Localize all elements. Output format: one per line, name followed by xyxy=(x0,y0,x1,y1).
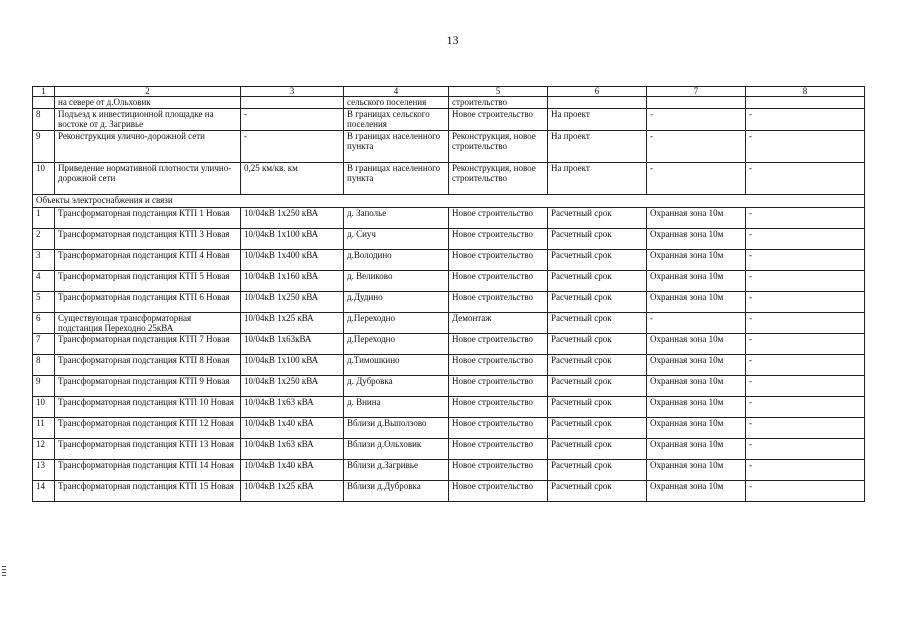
cell-col-6: Расчетный срок xyxy=(548,271,647,292)
cell-col-3: 10/04кВ 1х400 кВА xyxy=(241,250,344,271)
table-row xyxy=(33,163,865,195)
cell-col-3: 10/04кВ 1х40 кВА xyxy=(241,460,344,481)
cell-col-8: - xyxy=(746,163,865,195)
page-number: 13 xyxy=(446,33,459,47)
cell-col-8: - xyxy=(746,229,865,250)
cell-col-3: 10/04кВ 1х63 кВА xyxy=(241,397,344,418)
table-row xyxy=(33,376,865,397)
cell-col-4: д. Заполье xyxy=(344,208,449,229)
cell-col-7: - xyxy=(647,109,746,131)
cell-col-8: - xyxy=(746,292,865,313)
cell-col-3: 10/04кВ 1х250 кВА xyxy=(241,292,344,313)
cell-col-6: На проект xyxy=(548,109,647,131)
cell-col-4: Вблизи д.Ольховик xyxy=(344,439,449,460)
cell-col-3: - xyxy=(241,109,344,131)
cell-col-2: на севере от д.Ольховик xyxy=(55,97,241,109)
cell-col-3: 10/04кВ 1х160 кВА xyxy=(241,271,344,292)
cell-col-4: д. Дубровка xyxy=(344,376,449,397)
header-cell-7: 7 xyxy=(647,87,746,97)
cell-col-3 xyxy=(241,97,344,109)
cell-col-2: Трансформаторная подстанция КТП 1 Новая xyxy=(55,208,241,229)
cell-col-5: строительство xyxy=(449,97,548,109)
cell-col-4: Вблизи д.Загривье xyxy=(344,460,449,481)
cell-col-2: Реконструкция улично-дорожной сети xyxy=(55,131,241,163)
cell-col-4: д.Дудино xyxy=(344,292,449,313)
cell-col-5: Новое строительство xyxy=(449,109,548,131)
cell-col-5: Новое строительство xyxy=(449,208,548,229)
cell-col-2: Трансформаторная подстанция КТП 13 Новая xyxy=(55,439,241,460)
cell-col-3: 10/04кВ 1х100 кВА xyxy=(241,355,344,376)
cell-col-4: д.Переходно xyxy=(344,334,449,355)
cell-col-5: Новое строительство xyxy=(449,376,548,397)
cell-col-8: - xyxy=(746,460,865,481)
cell-col-1: 7 xyxy=(33,334,55,355)
cell-col-7: Охранная зона 10м xyxy=(647,460,746,481)
cell-col-2: Приведение нормативной плотности улично-дорожной сети xyxy=(55,163,241,195)
cell-col-7: Охранная зона 10м xyxy=(647,292,746,313)
cell-col-5: Реконструкция, новое строительство xyxy=(449,163,548,195)
cell-col-1 xyxy=(33,97,55,109)
cell-col-7: Охранная зона 10м xyxy=(647,418,746,439)
cell-col-5: Новое строительство xyxy=(449,292,548,313)
margin-marks xyxy=(2,566,6,578)
cell-col-4: д.Володино xyxy=(344,250,449,271)
cell-col-2: Подъезд к инвестиционной площадке на востоке от д. Загривье xyxy=(55,109,241,131)
cell-col-5: Новое строительство xyxy=(449,418,548,439)
table-row xyxy=(33,313,865,334)
table-row xyxy=(33,397,865,418)
cell-col-4: д. Внина xyxy=(344,397,449,418)
cell-col-7: Охранная зона 10м xyxy=(647,229,746,250)
cell-col-6: Расчетный срок xyxy=(548,439,647,460)
cell-col-5: Новое строительство xyxy=(449,460,548,481)
cell-col-8: - xyxy=(746,109,865,131)
cell-col-7: - xyxy=(647,131,746,163)
section-title: Объекты электроснабжения и связи xyxy=(33,195,865,208)
cell-col-7: Охранная зона 10м xyxy=(647,397,746,418)
header-cell-4: 4 xyxy=(344,87,449,97)
cell-col-8: - xyxy=(746,355,865,376)
cell-col-7: - xyxy=(647,163,746,195)
cell-col-8: - xyxy=(746,271,865,292)
cell-col-7: - xyxy=(647,313,746,334)
cell-col-3: 10/04кВ 1х100 кВА xyxy=(241,229,344,250)
cell-col-4: Вблизи д.Выползово xyxy=(344,418,449,439)
cell-col-2: Трансформаторная подстанция КТП 14 Новая xyxy=(55,460,241,481)
cell-col-4: д. Великово xyxy=(344,271,449,292)
table-row xyxy=(33,208,865,229)
header-cell-3: 3 xyxy=(241,87,344,97)
header-row xyxy=(33,87,865,97)
table-row xyxy=(33,229,865,250)
cell-col-8: - xyxy=(746,131,865,163)
cell-col-3: 0,25 км/кв. км xyxy=(241,163,344,195)
cell-col-5: Новое строительство xyxy=(449,397,548,418)
cell-col-1: 10 xyxy=(33,163,55,195)
cell-col-6: Расчетный срок xyxy=(548,397,647,418)
cell-col-6 xyxy=(548,97,647,109)
cell-col-1: 9 xyxy=(33,376,55,397)
cell-col-8: - xyxy=(746,250,865,271)
cell-col-6: На проект xyxy=(548,131,647,163)
section-row xyxy=(33,195,865,208)
cell-col-5: Новое строительство xyxy=(449,271,548,292)
cell-col-7: Охранная зона 10м xyxy=(647,481,746,502)
cell-col-4: сельского поселения xyxy=(344,97,449,109)
cell-col-8: - xyxy=(746,481,865,502)
cell-col-4: В границах населенного пункта xyxy=(344,131,449,163)
table-row xyxy=(33,109,865,131)
cell-col-5: Новое строительство xyxy=(449,439,548,460)
cell-col-3: 10/04кВ 1х250 кВА xyxy=(241,376,344,397)
cell-col-1: 5 xyxy=(33,292,55,313)
cell-col-6: Расчетный срок xyxy=(548,334,647,355)
cell-col-2: Трансформаторная подстанция КТП 7 Новая xyxy=(55,334,241,355)
cell-col-4: д.Переходно xyxy=(344,313,449,334)
cell-col-6: Расчетный срок xyxy=(548,460,647,481)
table-row xyxy=(33,292,865,313)
cell-col-7: Охранная зона 10м xyxy=(647,208,746,229)
cell-col-8: - xyxy=(746,376,865,397)
header-cell-6: 6 xyxy=(548,87,647,97)
table-row xyxy=(33,250,865,271)
cell-col-5: Новое строительство xyxy=(449,250,548,271)
header-cell-5: 5 xyxy=(449,87,548,97)
cell-col-7: Охранная зона 10м xyxy=(647,271,746,292)
cell-col-2: Трансформаторная подстанция КТП 4 Новая xyxy=(55,250,241,271)
cell-col-2: Трансформаторная подстанция КТП 5 Новая xyxy=(55,271,241,292)
cell-col-6: Расчетный срок xyxy=(548,313,647,334)
cell-col-2: Трансформаторная подстанция КТП 15 Новая xyxy=(55,481,241,502)
cell-col-4: д. Сиуч xyxy=(344,229,449,250)
cell-col-5: Новое строительство xyxy=(449,355,548,376)
cell-col-6: Расчетный срок xyxy=(548,376,647,397)
cell-col-7 xyxy=(647,97,746,109)
cell-col-2: Трансформаторная подстанция КТП 8 Новая xyxy=(55,355,241,376)
cell-col-5: Реконструкция, новое строительство xyxy=(449,131,548,163)
table-row xyxy=(33,131,865,163)
cell-col-1: 8 xyxy=(33,109,55,131)
cell-col-1: 4 xyxy=(33,271,55,292)
energy-section xyxy=(33,195,865,208)
cell-col-1: 1 xyxy=(33,208,55,229)
header-cell-2: 2 xyxy=(55,87,241,97)
energy-objects-rows xyxy=(33,208,865,502)
table-row xyxy=(33,418,865,439)
cell-col-4: В границах сельского поселения xyxy=(344,109,449,131)
cell-col-8: - xyxy=(746,208,865,229)
header-cell-8: 8 xyxy=(746,87,865,97)
cell-col-1: 3 xyxy=(33,250,55,271)
table-row xyxy=(33,97,865,109)
table-row xyxy=(33,481,865,502)
cell-col-2: Трансформаторная подстанция КТП 10 Новая xyxy=(55,397,241,418)
objects-table xyxy=(32,86,865,502)
cell-col-2: Трансформаторная подстанция КТП 3 Новая xyxy=(55,229,241,250)
cell-col-3: 10/04кВ 1х250 кВА xyxy=(241,208,344,229)
cell-col-2: Трансформаторная подстанция КТП 12 Новая xyxy=(55,418,241,439)
cell-col-1: 10 xyxy=(33,397,55,418)
cell-col-8 xyxy=(746,97,865,109)
cell-col-4: В границах населенного пункта xyxy=(344,163,449,195)
cell-col-1: 14 xyxy=(33,481,55,502)
cell-col-6: Расчетный срок xyxy=(548,418,647,439)
cell-col-8: - xyxy=(746,334,865,355)
cell-col-1: 8 xyxy=(33,355,55,376)
cell-col-3: 10/04кВ 1х63кВА xyxy=(241,334,344,355)
cell-col-6: Расчетный срок xyxy=(548,481,647,502)
cell-col-5: Демонтаж xyxy=(449,313,548,334)
cell-col-3: 10/04кВ 1х25 кВА xyxy=(241,481,344,502)
cell-col-1: 6 xyxy=(33,313,55,334)
cell-col-3: - xyxy=(241,131,344,163)
cell-col-1: 9 xyxy=(33,131,55,163)
cell-col-4: Вблизи д.Дубровка xyxy=(344,481,449,502)
cell-col-8: - xyxy=(746,313,865,334)
cell-col-3: 10/04кВ 1х40 кВА xyxy=(241,418,344,439)
cell-col-7: Охранная зона 10м xyxy=(647,355,746,376)
cell-col-6: Расчетный срок xyxy=(548,250,647,271)
cell-col-5: Новое строительство xyxy=(449,229,548,250)
cell-col-1: 2 xyxy=(33,229,55,250)
cell-col-6: На проект xyxy=(548,163,647,195)
cell-col-2: Трансформаторная подстанция КТП 9 Новая xyxy=(55,376,241,397)
cell-col-1: 13 xyxy=(33,460,55,481)
table-row xyxy=(33,271,865,292)
cell-col-2: Трансформаторная подстанция КТП 6 Новая xyxy=(55,292,241,313)
cell-col-5: Новое строительство xyxy=(449,481,548,502)
cell-col-7: Охранная зона 10м xyxy=(647,250,746,271)
header-cell-1: 1 xyxy=(33,87,55,97)
cell-col-1: 11 xyxy=(33,418,55,439)
table-row xyxy=(33,355,865,376)
table-row xyxy=(33,460,865,481)
cell-col-3: 10/04кВ 1х63 кВА xyxy=(241,439,344,460)
cell-col-6: Расчетный срок xyxy=(548,355,647,376)
cell-col-6: Расчетный срок xyxy=(548,229,647,250)
cell-col-8: - xyxy=(746,418,865,439)
table-row xyxy=(33,439,865,460)
cell-col-1: 12 xyxy=(33,439,55,460)
cell-col-3: 10/04кВ 1х25 кВА xyxy=(241,313,344,334)
cell-col-7: Охранная зона 10м xyxy=(647,376,746,397)
cell-col-7: Охранная зона 10м xyxy=(647,334,746,355)
cell-col-8: - xyxy=(746,439,865,460)
cell-col-8: - xyxy=(746,397,865,418)
cell-col-4: д.Тимошкино xyxy=(344,355,449,376)
cell-col-2: Существующая трансформаторная подстанция Переходно 25кВА xyxy=(55,313,241,334)
road-objects-rows xyxy=(33,97,865,195)
table-row xyxy=(33,334,865,355)
cell-col-6: Расчетный срок xyxy=(548,292,647,313)
cell-col-5: Новое строительство xyxy=(449,334,548,355)
cell-col-6: Расчетный срок xyxy=(548,208,647,229)
cell-col-7: Охранная зона 10м xyxy=(647,439,746,460)
